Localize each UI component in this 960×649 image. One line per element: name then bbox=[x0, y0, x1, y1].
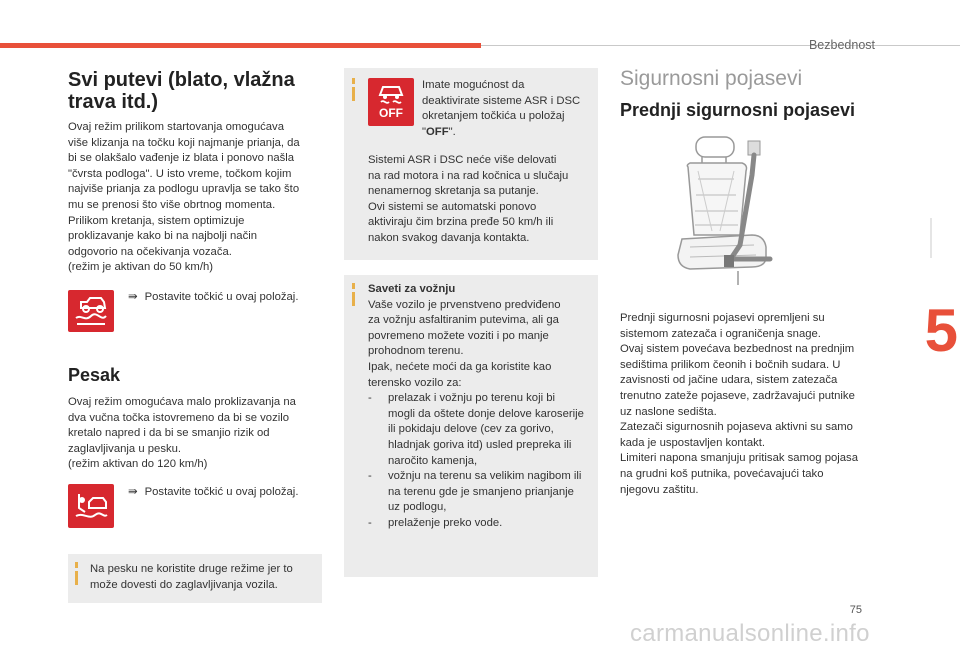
step-1-text: Postavite točkić u ovaj položaj. bbox=[144, 291, 299, 303]
front-seatbelts-subtitle: Prednji sigurnosni pojasevi bbox=[620, 100, 856, 120]
asr-dsc-paragraph: Sistemi ASR i DSC neće više delovati na rad motora i na rad kočnica u slučaju nenamernog skretanja sa putanje. Ovi sistemi se automatski ponovo aktiviraju čim brzina pređe 50 km/h ili nakon svakog davanja kontakta. bbox=[368, 154, 569, 244]
deactivate-text-main: Imate mogućnost da deaktivirate sisteme ASR i DSC okretanjem točkića u položaj " bbox=[422, 79, 581, 138]
section-title: Bezbednost bbox=[808, 38, 875, 52]
arrow-bullet-icon: ⇛ bbox=[128, 291, 138, 303]
step-1 bbox=[128, 290, 298, 303]
page-number: 75 bbox=[849, 604, 862, 616]
list-dash: - bbox=[368, 516, 372, 529]
watermark: carmanualsonline.info bbox=[630, 620, 870, 647]
driving-tips-content bbox=[368, 282, 594, 532]
off-word: OFF bbox=[426, 125, 449, 138]
list-dash: - bbox=[368, 470, 372, 483]
list-dash: - bbox=[368, 392, 372, 405]
chapter-divider bbox=[930, 218, 932, 258]
step-2-text: Postavite točkić u ovaj položaj. bbox=[144, 486, 299, 498]
step-2 bbox=[128, 485, 298, 498]
col1-title bbox=[68, 69, 328, 113]
sand-note-text: Na pesku ne koristite druge režime jer to može dovesti do zaglavljivanja vozila. bbox=[90, 563, 293, 591]
seatbelts-title: Sigurnosni pojasevi bbox=[620, 67, 803, 90]
deactivate-text bbox=[422, 78, 592, 140]
sand-note-box bbox=[68, 554, 322, 603]
all-terrain-mode-icon bbox=[68, 290, 114, 332]
list-item-text: prelaženje preko vode. bbox=[388, 516, 503, 529]
asr-dsc-box bbox=[344, 68, 598, 260]
title-line-1: Svi putevi (blato, vlažna bbox=[68, 69, 295, 91]
col1-paragraph-2: Ovaj režim omogućava malo proklizavanja na dva vučna točka istovremeno da bi se vozilo kretalo napred i da bi se smanjio rizik od zaglavljivanja u pesku. (režim aktivan do 120 km/h) bbox=[68, 396, 296, 471]
header-rule bbox=[481, 45, 960, 46]
list-item-text: prelazak i vožnju po terenu koji bi mogli da oštete donje delove karoserije ili pokidaju delove (cev za gorivo, hladnjak goriva itd) usled prepreka ili naročito kamenja, bbox=[388, 392, 584, 467]
list-item bbox=[368, 516, 594, 532]
info-icon bbox=[352, 78, 355, 84]
driving-tips-paragraph: Vaše vozilo je prvenstveno predviđeno za vožnju asfaltiranim putevima, ali ga povremeno možete voziti i po manje prohodnom terenu. Ipak, nećete moći da ga koristite kao terensko vozilo za: bbox=[368, 298, 561, 389]
pesak-heading: Pesak bbox=[68, 365, 121, 385]
list-item-text: vožnju na terenu sa velikim nagibom ili na terenu gde je smanjeno prianjanje uz podlogu, bbox=[388, 470, 582, 514]
seatbelts-paragraph: Prednji sigurnosni pojasevi opremljeni su sistemom zatezača i ograničenja snage. Ovaj sistem povećava bezbednost na prednjim sedištima prilikom čeonih i bočnih sudara. U zavisnosti od jačine udara, sistem zatezača trenutno zateže pojaseve, zadržavajući putnike uz naslone sedišta. Zatezači sigurnosnih pojaseva aktivni su samo kada je uspostavljen kontakt. Limiteri napona smanjuju pritisak samog pojasa na grudni koš putnika, povećavajući tako njegovu zaštitu. bbox=[620, 312, 858, 496]
info-icon bbox=[352, 283, 355, 289]
driving-tips-title: Saveti za vožnju bbox=[368, 283, 456, 295]
list-item bbox=[368, 391, 594, 469]
off-icon-label: OFF bbox=[379, 106, 403, 120]
list-item bbox=[368, 469, 594, 516]
info-icon bbox=[75, 562, 78, 568]
driving-tips-box bbox=[344, 275, 598, 577]
chapter-number: 5 bbox=[924, 297, 958, 364]
esp-off-icon bbox=[368, 78, 414, 126]
title-line-2: trava itd.) bbox=[68, 91, 159, 113]
deactivate-text-end: ". bbox=[448, 125, 456, 138]
arrow-bullet-icon: ⇛ bbox=[128, 486, 138, 498]
sand-mode-icon bbox=[68, 484, 114, 528]
header-accent-bar bbox=[0, 43, 481, 48]
col1-paragraph-1: Ovaj režim prilikom startovanja omogućava više klizanja na točku koji najmanje prianja, da bi se olakšalo vađenje iz blata i ponovo našla "čvrsta podloga". U isto vreme, točkom kojim najviše prianja za podlogu upravlja se tako što mu se prenosi što više obrtnog momenta. Prilikom kretanja, sistem optimizuje proklizavanje kako bi na najbolji način odgovorio na očekivanja vozača. (režim je aktivan do 50 km/h) bbox=[68, 121, 300, 274]
seat-with-belt-illustration bbox=[668, 135, 798, 287]
